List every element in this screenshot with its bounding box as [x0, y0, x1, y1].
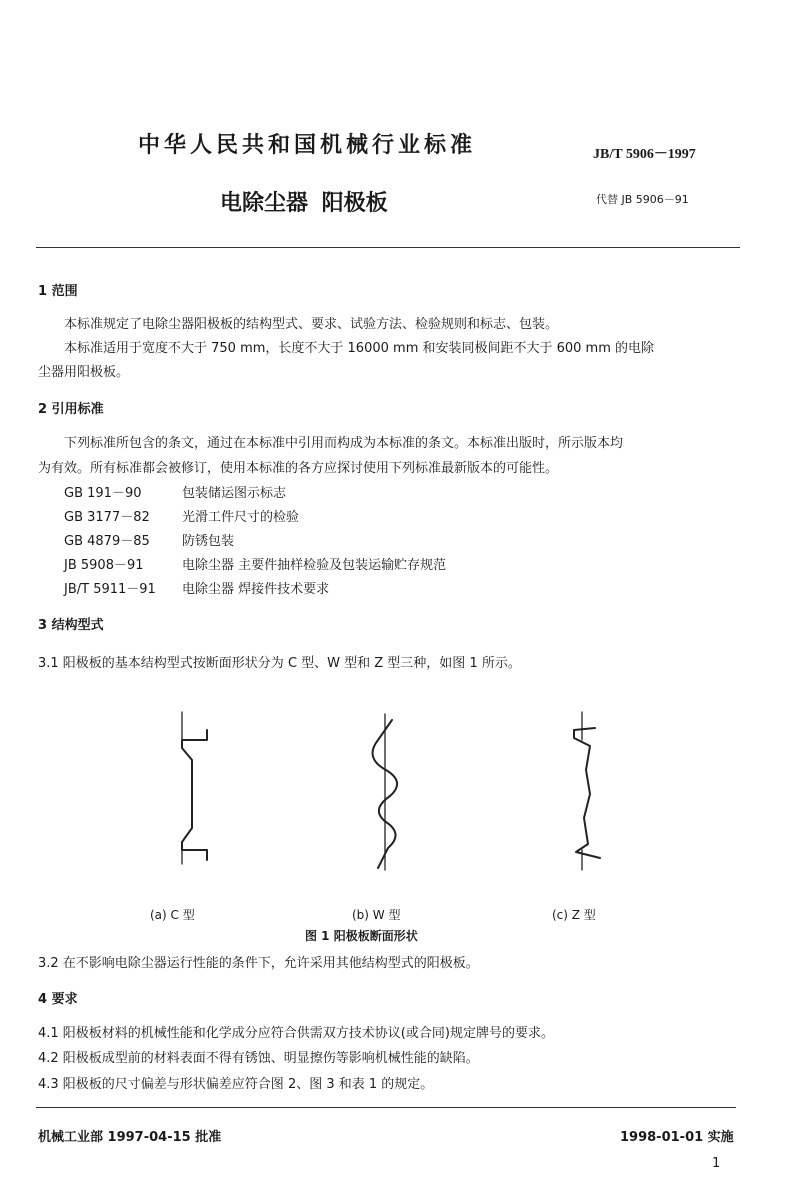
- reference-code: GB 3177－82: [64, 510, 150, 525]
- section-4-heading: 4 要求: [38, 992, 78, 1007]
- clause-4-2: 4.2 阳极板成型前的材料表面不得有锈蚀、明显擦伤等影响机械性能的缺陷。: [38, 1051, 479, 1066]
- section-3-heading: 3 结构型式: [38, 618, 104, 633]
- reference-title: 电除尘器 主要件抽样检验及包装运输贮存规范: [182, 558, 447, 573]
- approval-note: 机械工业部 1997-04-15 批准: [38, 1130, 222, 1145]
- reference-title: 光滑工件尺寸的检验: [182, 510, 300, 525]
- section-2-paragraph-cont: 为有效。所有标准都会被修订，使用本标准的各方应探讨使用下列标准最新版本的可能性。: [38, 461, 559, 476]
- section-1-paragraph-1: 本标准规定了电除尘器阳极板的结构型式、要求、试验方法、检验规则和标志、包装。: [64, 317, 559, 332]
- section-1-paragraph-2-cont: 尘器用阳极板。: [38, 365, 130, 380]
- reference-code: JB/T 5911－91: [64, 582, 156, 597]
- footer-divider: [36, 1107, 736, 1108]
- document-title: 电除尘器 阳极板: [220, 191, 388, 216]
- page-number: 1: [712, 1156, 721, 1171]
- reference-code: GB 4879－85: [64, 534, 150, 549]
- figure-label-b: (b) W 型: [352, 908, 401, 922]
- section-2-heading: 2 引用标准: [38, 402, 104, 417]
- clause-4-1: 4.1 阳极板材料的机械性能和化学成分应符合供需双方技术协议(或合同)规定牌号的要求。: [38, 1026, 554, 1041]
- figure-label-a: (a) C 型: [150, 908, 195, 922]
- c-type-profile: [182, 712, 207, 864]
- section-1-heading: 1 范围: [38, 284, 78, 299]
- figure-1-profiles: [150, 700, 630, 880]
- section-1-paragraph-2: 本标准适用于宽度不大于 750 mm，长度不大于 16000 mm 和安装同极间距不大于 600 mm 的电除: [64, 341, 655, 356]
- figure-caption: 图 1 阳极板断面形状: [305, 929, 418, 943]
- standard-category-title: 中华人民共和国机械行业标准: [138, 133, 477, 158]
- w-type-profile: [373, 714, 398, 870]
- reference-title: 包装储运图示标志: [182, 486, 287, 501]
- reference-code: GB 191－90: [64, 486, 142, 501]
- clause-3-2: 3.2 在不影响电除尘器运行性能的条件下，允许采用其他结构型式的阳极板。: [38, 956, 479, 971]
- clause-4-3: 4.3 阳极板的尺寸偏差与形状偏差应符合图 2、图 3 和表 1 的规定。: [38, 1077, 434, 1092]
- header-divider: [36, 247, 740, 248]
- z-type-profile: [574, 712, 600, 870]
- reference-title: 防锈包装: [182, 534, 235, 549]
- section-2-paragraph: 下列标准所包含的条文，通过在本标准中引用而构成为本标准的条文。本标准出版时，所示版本均: [64, 436, 624, 451]
- effective-date: 1998-01-01 实施: [620, 1130, 734, 1145]
- standard-number: JB/T 5906－1997: [593, 147, 696, 162]
- reference-code: JB 5908－91: [64, 558, 144, 573]
- figure-label-c: (c) Z 型: [552, 908, 596, 922]
- replaces-note: 代替 JB 5906－91: [596, 193, 689, 206]
- clause-3-1: 3.1 阳极板的基本结构型式按断面形状分为 C 型、W 型和 Z 型三种，如图 1 所示。: [38, 656, 521, 671]
- reference-title: 电除尘器 焊接件技术要求: [182, 582, 330, 597]
